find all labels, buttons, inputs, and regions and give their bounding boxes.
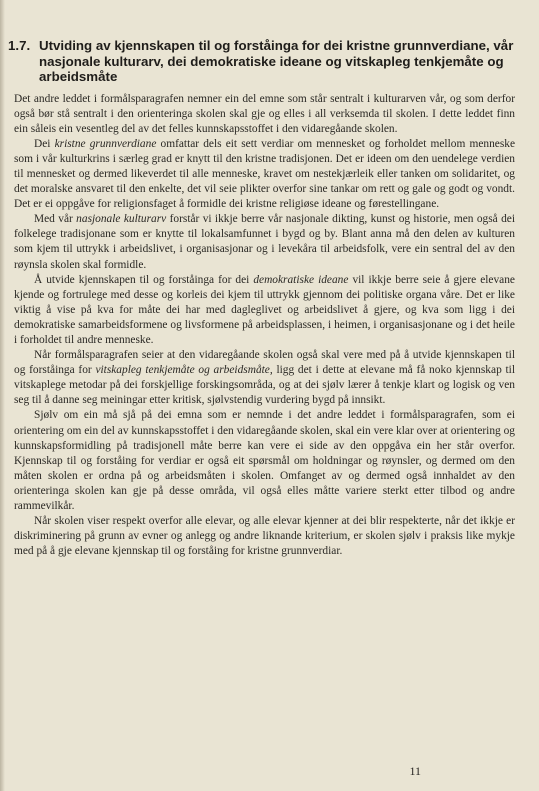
paragraph-text: forstår vi ikkje berre vår nasjonale dikting, kunst og historie, men også dei folkelege tradisjonane som er knytte til lokalsamfunnet i bygd og by. Blant anna må den delen av kulturen som kjem til uttrykk i arbeidslivet, i organisasjonar og i levekåra til arbeidsfolk, vere ein sentral del av den røynsla skolen skal formidle.: [14, 213, 515, 271]
emphasized-text: vitskapleg tenkjemåte og arbeidsmåte,: [95, 364, 273, 377]
paragraph: [14, 212, 515, 272]
paragraph-text: Sjølv om ein må sjå på dei emna som er nemnde i det andre leddet i formålsparagrafen, som ei orientering om ein del av kunnskapsstoffet i den vidaregåande skolen, skal ein vere klar over at orientering og kunnskapsformidling på tradisjonell måte berre kan vere ei side av den oppgåva ein her står overfor. Kjennskap til og forståing for verdiar er også eit spørsmål om holdningar og røynsler, og dermed om den måten skolen er ordna på og arbeidsmåten i skolen. Omfanget av og dermed også innhaldet av den orienteringa skolen kan gje på desse områda, vil også elles måtte variere sterkt etter tilbod og andre rammevilkår.: [14, 409, 515, 513]
paragraph-text: Når formålsparagrafen seier at den vidaregåande skolen også skal vere med på å utvide kjennskapen til og forståinga for: [14, 349, 515, 377]
paragraph: [14, 137, 515, 212]
section-number: 1.7.: [8, 38, 31, 53]
paragraph-text: Dei: [34, 137, 55, 150]
paragraph-text: Det andre leddet i formålsparagrafen nemner ein del emne som står sentralt i kulturarven vår, og som derfor også bør stå sentralt i den orienteringa skolen skal gje og elles i all verksemda til skolen. I dette leddet finn ein såleis ein vesentleg del av det felles kunnskapsstoffet i den vidaregåande skolen.: [14, 92, 515, 135]
paragraph: [14, 514, 515, 559]
emphasized-text: kristne grunnverdiane: [54, 137, 157, 150]
paragraph-text: Å utvide kjennskapen til og forståinga for dei: [34, 273, 254, 286]
page-spine-shadow: [0, 0, 5, 791]
emphasized-text: demokratiske ideane: [253, 273, 349, 286]
paragraph-text: vil ikkje berre seie å gjere elevane kjende og fortrulege med desse og korleis dei kjem til uttrykk gjennom dei politiske organa våre. Det er like viktig å vise på kva for måte dei har med dagleglivet og arbeidslivet å gjere, og kva som ligg i dei demokratiske samarbeidsformene og livsformene på arbeidsplassen, i heimen, i organisasjonane og i det heile i forholdet til andre menneske.: [14, 273, 515, 346]
page-number: 11: [409, 764, 421, 778]
paragraph-text: Med vår: [34, 213, 77, 226]
paragraph: [14, 408, 515, 514]
section-title: Utviding av kjennskapen til og forståinga for dei kristne grunnverdiane, vår nasjonale kulturarv, dei demokratiske ideane og vitskapleg tenkjemåte og arbeidsmåte: [39, 38, 514, 84]
paragraph: [14, 348, 515, 408]
paragraph-text: omfattar dels eit sett verdiar om mennesket og forholdet mellom menneske som i vår kulturkrins i særleg grad er knytt til den kristne tradisjonen. Det er ideen om den uendelege verdien til mennesket og dermed likeverdet til alle menneske, kravet om nestekjærleik eller tanken om solidaritet, og det moralske ansvaret til den enkelte, det vil seie plikter overfor sine tankar om rett og gale og godt og vondt. Det er ei oppgåve for religionsfaget å formidle dei kristne religiøse ideane og førestellingane.: [14, 137, 516, 211]
paragraph: [14, 92, 515, 137]
emphasized-text: nasjonale kulturarv: [76, 213, 167, 226]
paragraph-text: Når skolen viser respekt overfor alle elevar, og alle elevar kjenner at dei blir respekterte, når det ikkje er diskriminering på grunn av evner og anlegg og andre liknande kriterium, er skolen sjølv i praksis like mykje med på å gje elevane kjennskap til og forståing for kristne grunnverdiar.: [14, 515, 515, 558]
section-heading: [8, 38, 519, 85]
paragraph: [14, 273, 515, 348]
paragraph-text: ligg det i dette at elevane må få noko kjennskap til vitskaplege metodar på dei forskjellige forskingsområda, og at dei sjølv lærer å tenkje klart og logisk og ven seg til å danne seg meiningar etter kritisk, sjølvstendig vurdering bygd på innsikt.: [14, 364, 515, 407]
body-text: [14, 92, 515, 560]
